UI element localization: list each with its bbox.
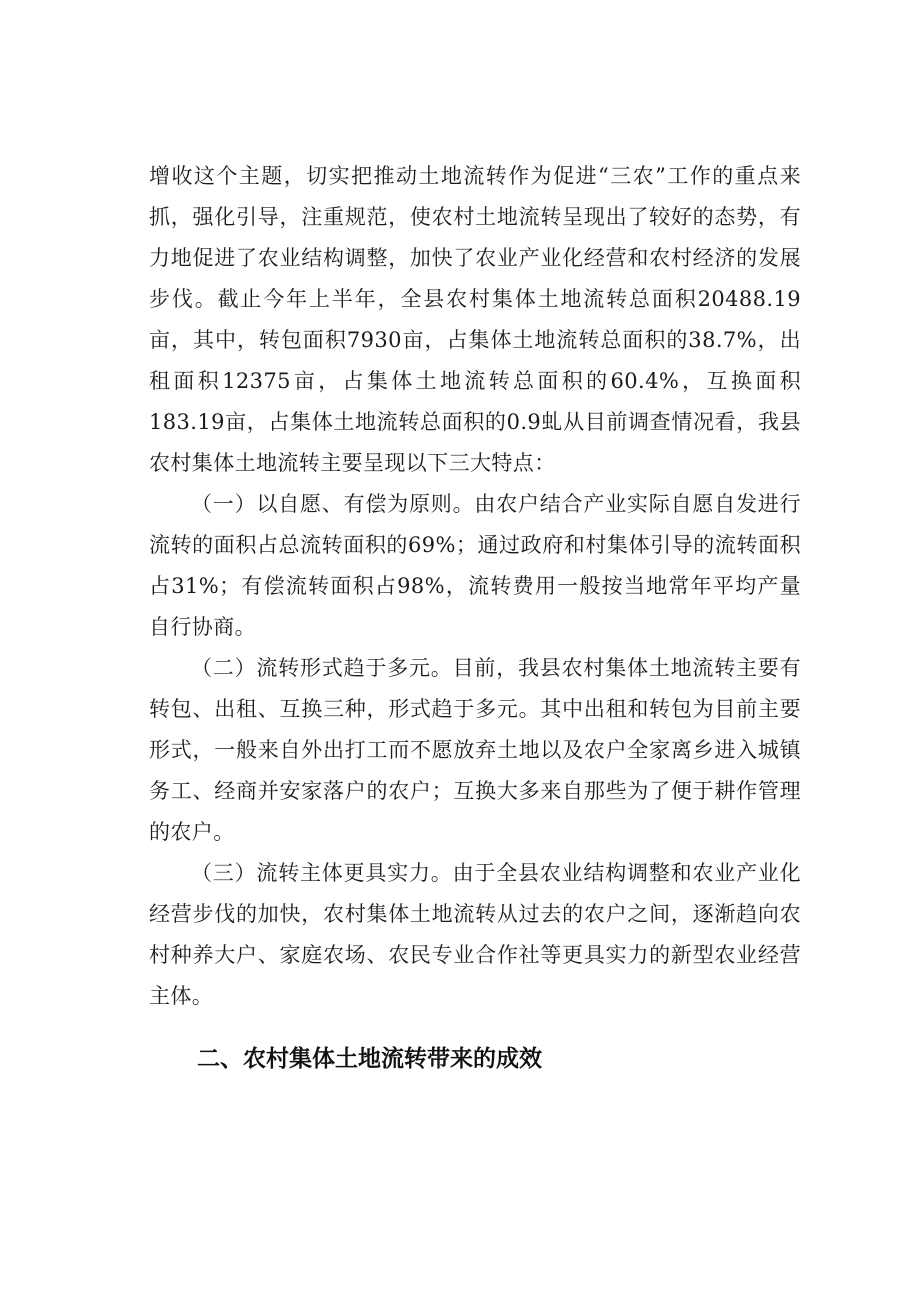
paragraph-feature-3: （三）流转主体更具实力。由于全县农业结构调整和农业产业化经营步伐的加快，农村集体土地流转从过去的农户之间，逐渐趋向农村种养大户、家庭农场、农民专业合作社等更具实力的新型农业经营主体。 [149,861,801,1008]
paragraph-feature-2: （二）流转形式趋于多元。目前，我县农村集体土地流转主要有转包、出租、互换三种，形式趋于多元。其中出租和转包为目前主要形式，一般来自外出打工而不愿放弃土地以及农户全家离乡进入城镇务工、经商并安家落户的农户；互换大多来自那些为了便于耕作管理的农户。 [149,656,801,844]
document-body [149,156,801,1080]
paragraph-intro: 增收这个主题，切实把推动土地流转作为促进“三农”工作的重点来抓，强化引导，注重规范，使农村土地流转呈现出了较好的态势，有力地促进了农业结构调整，加快了农业产业化经营和农村经济的发展步伐。截止今年上半年，全县农村集体土地流转总面积20488.19亩，其中，转包面积7930亩，占集体土地流转总面积的38.7%，出租面积12375亩，占集体土地流转总面积的60.4%，互换面积183.19亩，占集体土地流转总面积的0.9虬从目前调查情况看，我县农村集体土地流转主要呈现以下三大特点： [149,164,801,475]
paragraph-feature-1: （一）以自愿、有偿为原则。由农户结合产业实际自愿自发进行流转的面积占总流转面积的69%；通过政府和村集体引导的流转面积占31%；有偿流转面积占98%，流转费用一般按当地常年平均产量自行协商。 [149,492,801,639]
section-heading: 二、农村集体土地流转带来的成效 [197,1046,542,1072]
